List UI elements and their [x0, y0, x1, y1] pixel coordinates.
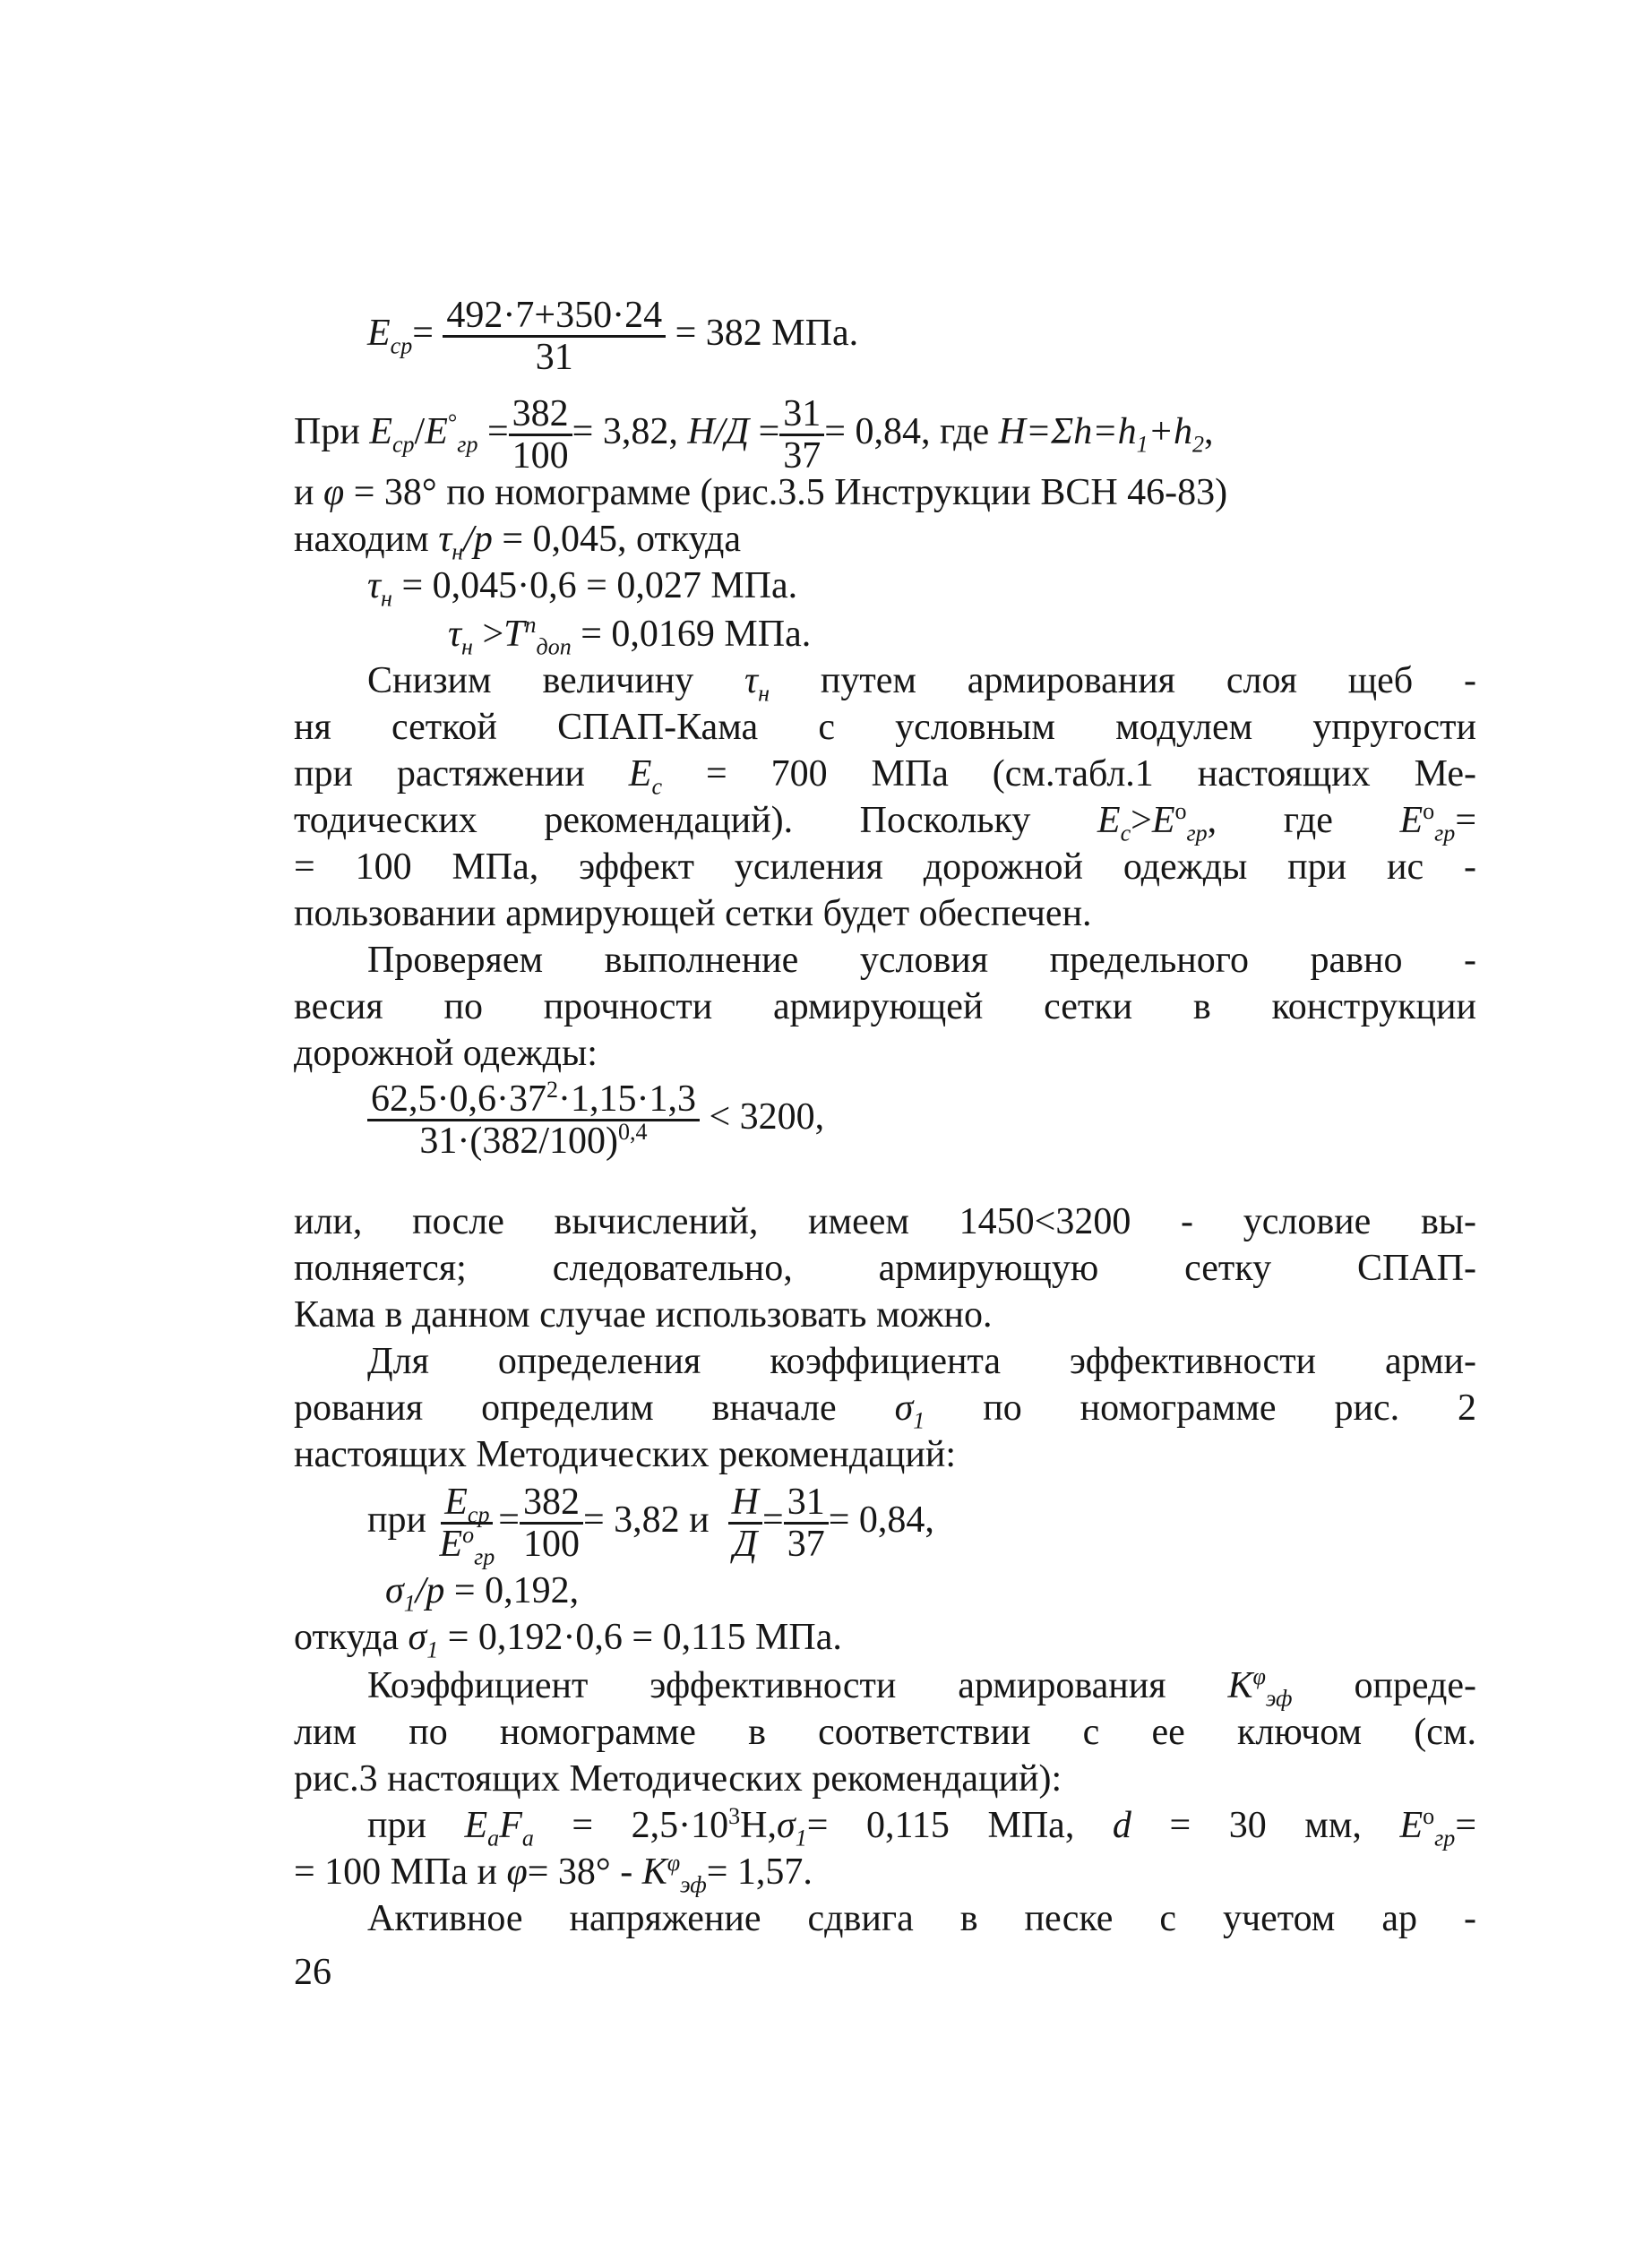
para2-line2: весия по прочности армирующей сетки в конструкции — [294, 986, 1476, 1027]
fraction: $\frac{382}{100}$ — [520, 1482, 583, 1564]
para4-line3: настоящих Методических рекомендаций: — [294, 1434, 957, 1475]
fraction: $\frac{492\cdot 7+350\cdot 24}{31}$ — [443, 296, 666, 377]
fraction: $\frac{31}{37}$ — [779, 394, 824, 476]
para5-line2: лим по номограмме в соответствии с ее ключом (см. — [294, 1712, 1476, 1753]
para1-line2: ня сеткой СПАП-Кама с условным модулем упругости — [294, 707, 1476, 748]
fraction: $\frac{E_{ср}}{E^о_{гр}}$ — [439, 1482, 495, 1570]
line-tau-3: $\tau_н >T^п_{доп} = 0,0169$ МПа. — [448, 612, 812, 660]
para3-line1: или, после вычислений, имеем 1450<3200 - условие вы- — [294, 1201, 1476, 1242]
line-tau-2: $\tau_н = 0,045\cdot 0,6 = 0,027$ МПа. — [367, 565, 798, 612]
para3-line2: полняется; следовательно, армирующую сетку СПАП- — [294, 1248, 1476, 1289]
page-number: 26 — [294, 1952, 331, 1993]
para3-line3: Кама в данном случае использовать можно. — [294, 1294, 993, 1336]
fraction: $\frac{382}{100}$ — [509, 394, 572, 476]
line-sigma-2: откуда $\sigma_1 = 0,192\cdot 0,6 = 0,115$ МПа. — [294, 1617, 842, 1663]
fraction: $\frac{62,5\cdot 0,6\cdot 37^2\cdot 1,15\cdot 1,3}{31\cdot(382/100)^{0,4}}$ — [367, 1079, 700, 1161]
line-k-result: = 100 МПа и $\varphi= 38^\circ - K^\varphi_{эф}= 1,57$. — [294, 1850, 813, 1898]
para2-line1: Проверяем выполнение условия предельного равно - — [367, 940, 1476, 981]
line-sigma-1: $\sigma_1/p = 0,192$, — [385, 1570, 580, 1617]
equation-pri-ratios: при $\frac{E_{ср}}{E^о_{гр}}$ = $\frac{382}{100}$ = 3,82 и $\frac{H}{Д}$ = $\frac{31}{37}$ = 0,84, — [367, 1482, 934, 1570]
para1-line5: = 100 МПа, эффект усиления дорожной одежды при ис - — [294, 846, 1476, 888]
line-pri-ratio: При $E_{ср}/E^\circ_{гр}$ = $\frac{382}{100}$ = 3,82, H/Д = $\frac{31}{37}$ = 0,84, где $H=\Sigma h=h_1+h_2$, — [294, 393, 1214, 477]
line-ea-fa: при $E_aF_a = 2,5\cdot 10^3H,\sigma_1= 0,115$ МПа, d = 30 мм, $E^о_{гр}=$ — [367, 1803, 1477, 1851]
equation-ecp: $E_{ср}=$ $\frac{492\cdot 7+350\cdot 24}{31}$ = 382 МПа. — [367, 295, 859, 379]
para5-line1: Коэффициент эффективности армирования $K^\varphi_{эф}$ опреде- — [367, 1663, 1477, 1712]
para4-line2: рования определим вначале $\sigma_1$ по номограмме рис. 2 — [294, 1387, 1477, 1434]
para2-line3: дорожной одежды: — [294, 1033, 598, 1074]
para6-line1: Активное напряжение сдвига в песке с учетом ар - — [367, 1898, 1476, 1939]
para1-line3: при растяжении $E_с = 700$ МПа (см.табл.1 настоящих Ме- — [294, 753, 1477, 800]
fraction: $\frac{31}{37}$ — [784, 1482, 829, 1564]
line-tau-1: находим $\tau_н/p = 0,045$, откуда — [294, 519, 742, 565]
para1-line4: тодических рекомендаций). Поскольку $E_с>E^о_{гр}$, где $E^о_{гр}=$ — [294, 798, 1476, 846]
para4-line1: Для определения коэффициента эффективности арми- — [367, 1341, 1476, 1382]
fraction: $\frac{H}{Д}$ — [728, 1482, 762, 1564]
line-phi: и φ = 38° по номограмме (рис.3.5 Инструкции ВСН 46-83) — [294, 472, 1228, 513]
para5-line3: рис.3 настоящих Методических рекомендаций): — [294, 1758, 1062, 1800]
para1-line1: Снизим величину $\tau_н$ путем армирования слоя щеб - — [367, 660, 1476, 707]
inequality: $\frac{62,5\cdot 0,6\cdot 37^2\cdot 1,15\cdot 1,3}{31\cdot(382/100)^{0,4}}$ < 3200, — [367, 1079, 1550, 1161]
para1-line6: пользовании армирующей сетки будет обеспечен. — [294, 893, 1092, 934]
